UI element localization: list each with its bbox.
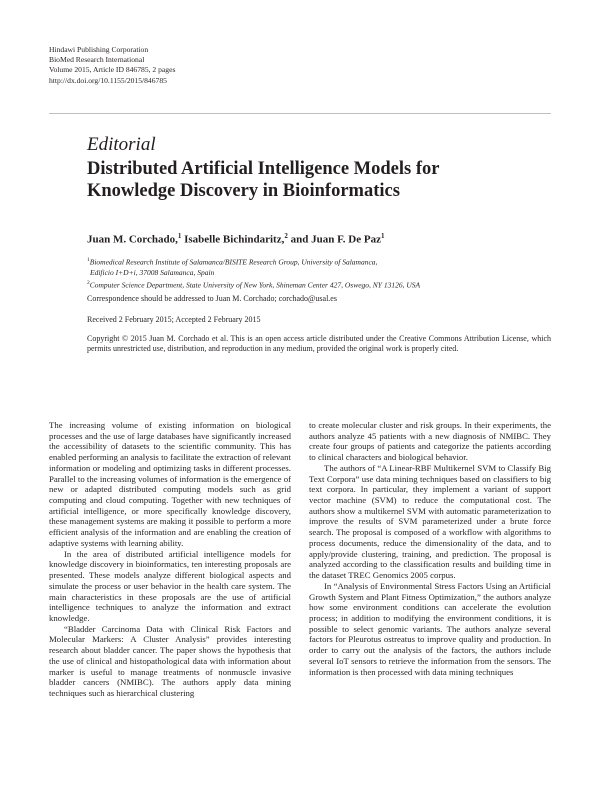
volume-line: Volume 2015, Article ID 846785, 2 pages [49, 65, 176, 75]
journal-header [49, 45, 175, 86]
body-paragraph: In the area of distributed artificial intelligence models for knowledge discovery in bioinformatics, ten interesting proposals are presented. These models analyze different biological aspects and simulate the process or user behavior in the health care system. The main characteristics in these proposals are the use of artificial intelligence techniques to analyze the information and extract knowledge. [49, 548, 291, 623]
author-affiliation-mark: 1 [380, 232, 385, 240]
affiliation-text: Computer Science Department, State University of New York, Shineman Center 427, Oswego, NY 13126, USA [89, 280, 421, 290]
body-paragraph: The authors of “A Linear-RBF Multikernel SVM to Classify Big Text Corpora” use data mining techniques based on classifiers to big text corpora. In particular, they implement a variant of support vector machine (SVM) to reduce the computational cost. The authors show a multikernel SVM with automatic parameterization to improve the results of SVM parameterized under a brute force search. The proposal is composed of a workflow with algorithms to process documents, reduce the dimensionality of the data, and to apply/provide clustering, training, and prediction. The proposal is analyzed according to the classification results and building time in the dataset TREC Genomics 2005 corpus. [309, 462, 551, 581]
header-divider [49, 113, 551, 114]
copyright-notice: Copyright © 2015 Juan M. Corchado et al. This is an open access article distributed under the Creative Commons Attribution License, which permits unrestricted use, distribution, and reproduction in any medium, provided the original work is properly cited. [87, 334, 551, 354]
article-title: Distributed Artificial Intelligence Models for Knowledge Discovery in Bioinformatics [87, 159, 440, 201]
affiliations [87, 255, 547, 291]
author-name: Juan M. Corchado, [87, 233, 178, 246]
author-name: and Juan F. De Paz [290, 233, 381, 246]
author-affiliation-mark: 2 [284, 232, 288, 240]
journal-name: BioMed Research International [49, 55, 145, 65]
affiliation-continuation: Edificio I+D+i, 37008 Salamanca, Spain [90, 267, 215, 277]
publisher-line: Hindawi Publishing Corporation [49, 45, 149, 54]
author-affiliation-mark: 1 [177, 232, 182, 240]
affiliation-item [87, 278, 547, 291]
affiliation-text: Biomedical Research Institute of Salamanca/BISITE Research Group, University of Salamanca, [89, 257, 378, 267]
affiliation-mark: 1 [87, 257, 90, 263]
doi-link[interactable]: http://dx.doi.org/10.1155/2015/846785 [49, 75, 167, 85]
affiliation-mark: 2 [87, 280, 90, 287]
body-paragraph: In “Analysis of Environmental Stress Factors Using an Artificial Growth System and Plant Fitness Optimization,” the authors analyze how some environment conditions can accelerate the evolution process; in addition to modifying the environment conditions, it is possible to select genomic variants. The authors analyze several factors for Pleurotus ostreatus to improve quality and production. In order to carry out the analysis of the factors, the authors include several IoT sensors to retrieve the information from the sensors. The information is then processed with data mining techniques [309, 580, 551, 677]
body-column-right [309, 420, 551, 677]
body-column-left [49, 420, 291, 699]
author-list [87, 232, 384, 246]
author-name: Isabelle Bichindaritz, [184, 233, 285, 246]
body-paragraph: The increasing volume of existing information on biological processes and the use of large databases have significantly increased the accessibility of datasets to the scientific community. This has enabled performing an analysis to facilitate the extraction of relevant information or modeling and optimizing tasks in different processes. Parallel to the increasing volumes of information is the emergence of new or adapted distributed computing models such as grid computing and cloud computing. Together with new techniques of artificial intelligence, or more specifically knowledge discovery, these management systems are making it possible to perform a more efficient analysis of the information and are enabling the creation of adaptive systems with learning ability. [49, 420, 291, 548]
received-accepted-dates: Received 2 February 2015; Accepted 2 February 2015 [87, 315, 261, 324]
body-paragraph: “Bladder Carcinoma Data with Clinical Risk Factors and Molecular Markers: A Cluster Analysis” provides interesting research about bladder cancer. The paper shows the hypothesis that the use of clinical and histopathological data with information about marker is useful to manage treatments of nonmuscle invasive bladder cancers (NMIBC). The authors apply data mining techniques such as hierarchical clustering [49, 623, 291, 698]
body-paragraph: to create molecular cluster and risk groups. In their experiments, the authors analyze 45 patients with a new diagnosis of NMIBC. They create four groups of patients and categorize the patients according to clinical characters and biological behavior. [309, 420, 551, 463]
correspondence: Correspondence should be addressed to Juan M. Corchado; corchado@usal.es [87, 294, 337, 303]
affiliation-item [87, 255, 547, 268]
article-type: Editorial [87, 134, 156, 155]
